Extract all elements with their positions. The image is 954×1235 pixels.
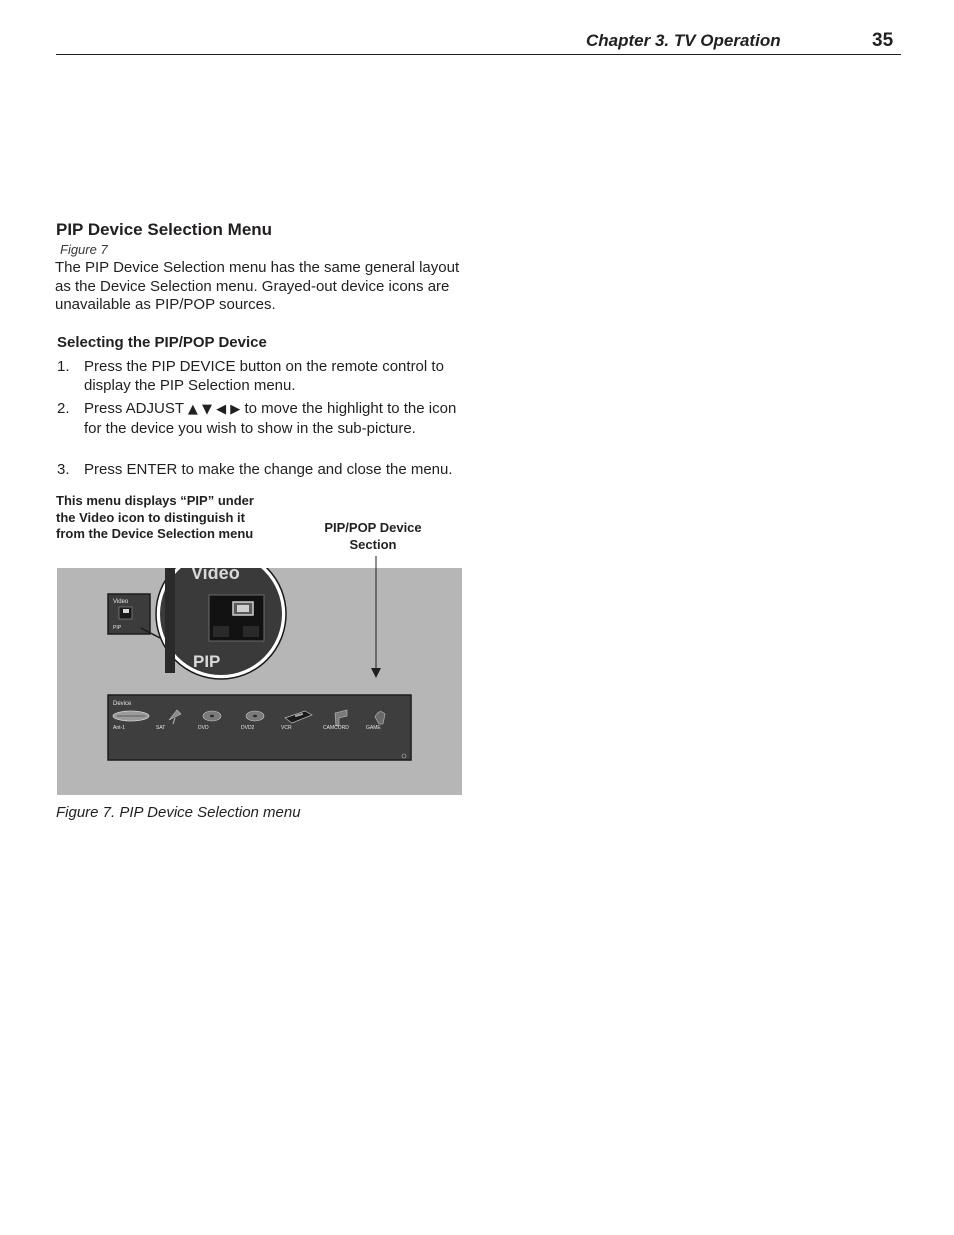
step-number: 2. bbox=[57, 400, 70, 417]
step-text: Press the PIP DEVICE button on the remote control to display the PIP Selection menu. bbox=[84, 358, 444, 394]
procedure-heading: Selecting the PIP/POP Device bbox=[57, 334, 267, 351]
device-label: DVD2 bbox=[241, 725, 255, 731]
step-3 bbox=[57, 460, 487, 479]
callout-arrow bbox=[369, 556, 383, 680]
small-menu-label: PIP bbox=[113, 625, 122, 631]
device-label: VCR bbox=[281, 725, 292, 731]
device-bar-title: Device bbox=[113, 701, 132, 707]
step-number: 3. bbox=[57, 461, 70, 478]
small-video-menu bbox=[108, 594, 150, 634]
dvd2-icon bbox=[246, 711, 264, 721]
step-number: 1. bbox=[57, 358, 70, 375]
small-menu-title: Video bbox=[113, 599, 129, 605]
intro-paragraph: The PIP Device Selection menu has the same general layout as the Device Selection menu. Grayed-out device icons are unavailable as PIP/POP sources. bbox=[55, 259, 460, 314]
header-rule bbox=[56, 54, 901, 55]
device-label: DVD bbox=[198, 725, 209, 731]
antenna-icon bbox=[113, 711, 149, 721]
step-1 bbox=[57, 357, 487, 395]
small-video-icon bbox=[119, 607, 132, 619]
zoom-menu-title: Video bbox=[191, 568, 240, 583]
callout-pip-label: This menu displays “PIP” under the Video icon to distinguish it from the Device Selection menu bbox=[56, 493, 254, 542]
dvd-icon bbox=[203, 711, 221, 721]
device-selection-bar bbox=[108, 695, 411, 760]
figure-screenshot bbox=[57, 568, 462, 795]
zoom-menu-label: PIP bbox=[193, 652, 221, 671]
device-label: SAT bbox=[156, 725, 166, 731]
page-number: 35 bbox=[872, 30, 894, 51]
step-text-before: Press ADJUST bbox=[84, 400, 184, 417]
figure-caption: Figure 7. PIP Device Selection menu bbox=[56, 804, 301, 821]
device-label: GAME bbox=[366, 725, 381, 731]
zoom-video-icon bbox=[209, 595, 264, 641]
step-2 bbox=[57, 399, 457, 438]
chapter-title: Chapter 3. TV Operation bbox=[586, 31, 781, 50]
zoom-magnifier bbox=[156, 568, 286, 679]
device-label: Ant-1 bbox=[113, 725, 125, 731]
figure-reference: Figure 7 bbox=[60, 242, 108, 257]
step-text bbox=[84, 399, 457, 438]
section-title: PIP Device Selection Menu bbox=[56, 220, 273, 239]
device-label: CAMCORD bbox=[323, 725, 349, 731]
step-text-after: to move the highlight to the icon for the device you wish to show in the sub-picture. bbox=[84, 400, 457, 437]
step-text: Press ENTER to make the change and close the menu. bbox=[84, 461, 453, 478]
callout-pip-pop-section: PIP/POP Device Section bbox=[324, 520, 422, 552]
adjust-arrows-icon: ▲ ▼ ◀ ▶ bbox=[187, 402, 241, 417]
